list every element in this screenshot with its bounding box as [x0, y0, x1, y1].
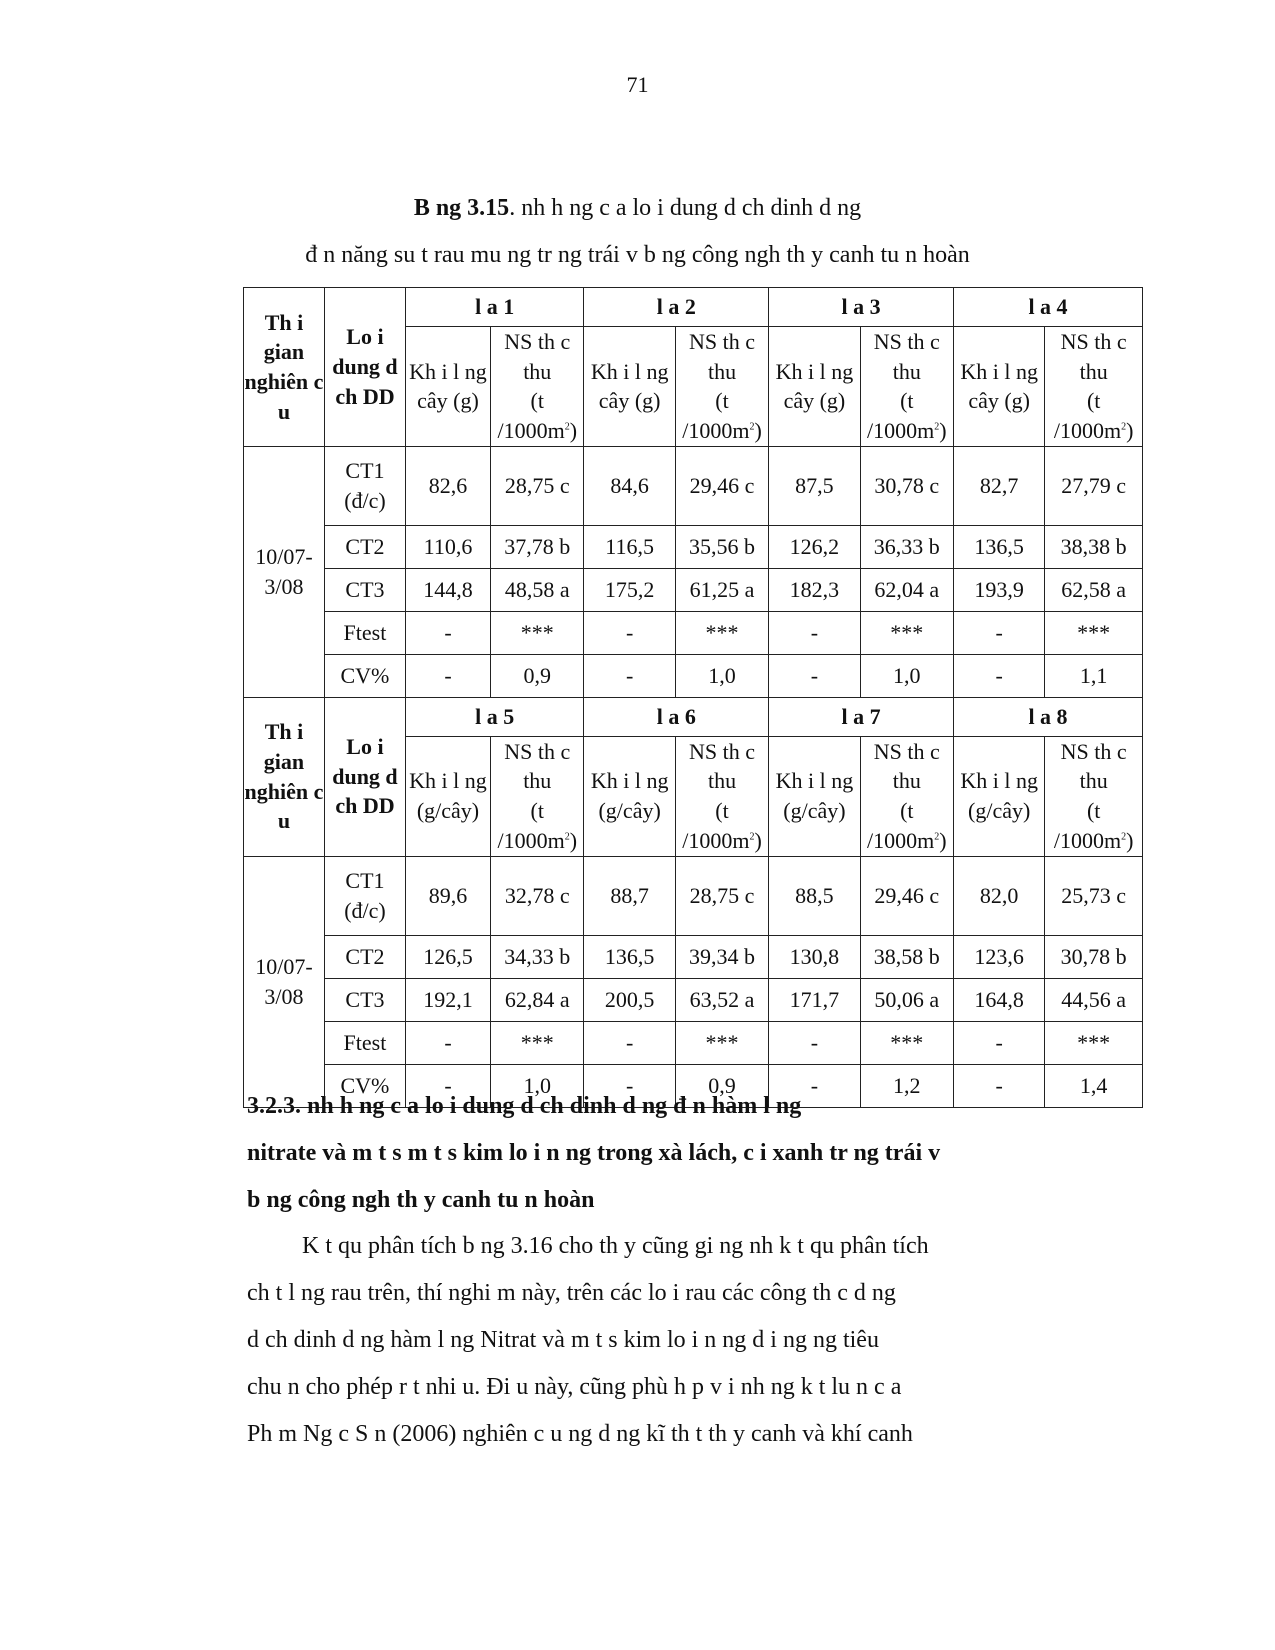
paragraph-line-3: d ch dinh d ng hàm l ng Nitrat và m t s kim lo i n ng d i ng ng tiêu [247, 1327, 879, 1353]
data-cell: 88,7 [584, 856, 675, 935]
subheader-weight: Kh i l ng cây (g) [405, 327, 490, 447]
subheader-weight: Kh i l ng (g/cây) [405, 736, 490, 856]
data-cell: 27,79 c [1045, 446, 1143, 525]
row-label: CV% [324, 654, 405, 697]
data-cell: 39,34 b [675, 935, 768, 978]
subheader-weight: Kh i l ng cây (g) [954, 327, 1045, 447]
subheader-yield: NS th c thu (t $/1000m^2$) [1045, 327, 1143, 447]
group-header: l a 2 [584, 288, 769, 327]
data-cell: 30,78 b [1045, 935, 1143, 978]
data-cell: 32,78 c [491, 856, 584, 935]
data-cell: - [769, 1064, 860, 1107]
data-cell: - [405, 611, 490, 654]
data-cell: 89,6 [405, 856, 490, 935]
subheader-yield: NS th c thu (t $/1000m^2$) [491, 736, 584, 856]
page-number: 71 [626, 72, 649, 97]
data-cell: 29,46 c [860, 856, 953, 935]
table-row [244, 654, 1143, 697]
row-label: CT1 (đ/c) [324, 856, 405, 935]
data-cell: 84,6 [584, 446, 675, 525]
data-cell: *** [1045, 1021, 1143, 1064]
data-cell: 82,7 [954, 446, 1045, 525]
group-header: l a 6 [584, 697, 769, 736]
row-label: CV% [324, 1064, 405, 1107]
subheader-weight: Kh i l ng (g/cây) [584, 736, 675, 856]
data-cell: 82,6 [405, 446, 490, 525]
data-cell: 164,8 [954, 978, 1045, 1021]
data-cell: 110,6 [405, 525, 490, 568]
subheader-yield: NS th c thu (t $/1000m^2$) [860, 736, 953, 856]
subheader-weight: Kh i l ng cây (g) [584, 327, 675, 447]
data-cell: 50,06 a [860, 978, 953, 1021]
row-label: CT3 [324, 978, 405, 1021]
data-cell: - [954, 611, 1045, 654]
data-cell: 0,9 [675, 1064, 768, 1107]
table-row [244, 1021, 1143, 1064]
header-time: Th i gian nghiên c u [244, 288, 325, 447]
table-row [244, 856, 1143, 935]
data-cell: 28,75 c [675, 856, 768, 935]
header-solution-type: Lo i dung d ch DD [324, 697, 405, 856]
data-cell: 28,75 c [491, 446, 584, 525]
data-cell: 175,2 [584, 568, 675, 611]
data-cell: 34,33 b [491, 935, 584, 978]
paragraph-line-2: ch t l ng rau trên, thí nghi m này, trên các lo i rau các công th c d ng [247, 1280, 896, 1306]
data-cell: 1,4 [1045, 1064, 1143, 1107]
data-cell: - [584, 611, 675, 654]
period-cell: 10/07- 3/08 [244, 446, 325, 697]
section-heading-line-2: nitrate và m t s m t s kim lo i n ng trong xà lách, c i xanh tr ng trái v [247, 1140, 941, 1166]
data-cell: 62,58 a [1045, 568, 1143, 611]
group-header: l a 5 [405, 697, 584, 736]
data-cell: - [769, 1021, 860, 1064]
data-cell: *** [1045, 611, 1143, 654]
data-cell: - [954, 1021, 1045, 1064]
data-cell: 193,9 [954, 568, 1045, 611]
data-cell: 1,2 [860, 1064, 953, 1107]
data-cell: 1,0 [860, 654, 953, 697]
period-cell: 10/07- 3/08 [244, 856, 325, 1107]
data-cell: - [954, 1064, 1045, 1107]
data-cell: 88,5 [769, 856, 860, 935]
row-label: Ftest [324, 611, 405, 654]
table-row [244, 978, 1143, 1021]
data-cell: 62,84 a [491, 978, 584, 1021]
data-cell: *** [675, 1021, 768, 1064]
header-time: Th i gian nghiên c u [244, 697, 325, 856]
section-heading-line-1: 3.2.3. nh h ng c a lo i dung d ch dinh d ng đ n hàm l ng [247, 1093, 802, 1119]
data-cell: 1,0 [675, 654, 768, 697]
section-heading-line-3: b ng công ngh th y canh tu n hoàn [247, 1187, 595, 1213]
table-caption-line-2: đ n năng su t rau mu ng tr ng trái v b ng công ngh th y canh tu n hoàn [305, 242, 970, 268]
data-cell: 136,5 [954, 525, 1045, 568]
paragraph-line-1: K t qu phân tích b ng 3.16 cho th y cũng gi ng nh k t qu phân tích [302, 1233, 929, 1259]
data-cell: 48,58 a [491, 568, 584, 611]
paragraph-line-4: chu n cho phép r t nhi u. Đi u này, cũng phù h p v i nh ng k t lu n c a [247, 1374, 902, 1400]
subheader-weight: Kh i l ng (g/cây) [769, 736, 860, 856]
subheader-weight: Kh i l ng (g/cây) [954, 736, 1045, 856]
data-cell: 126,2 [769, 525, 860, 568]
data-cell: 116,5 [584, 525, 675, 568]
row-label: CT3 [324, 568, 405, 611]
data-cell: - [584, 1064, 675, 1107]
data-cell: - [769, 611, 860, 654]
data-cell: 144,8 [405, 568, 490, 611]
table-caption-line-1 [0, 195, 1275, 222]
data-cell: 36,33 b [860, 525, 953, 568]
data-cell: 44,56 a [1045, 978, 1143, 1021]
data-cell: 29,46 c [675, 446, 768, 525]
data-cell: 38,38 b [1045, 525, 1143, 568]
row-label: Ftest [324, 1021, 405, 1064]
data-cell: 62,04 a [860, 568, 953, 611]
row-label: CT1 (đ/c) [324, 446, 405, 525]
header-solution-type: Lo i dung d ch DD [324, 288, 405, 447]
table-row [244, 446, 1143, 525]
row-label: CT2 [324, 525, 405, 568]
data-cell: 200,5 [584, 978, 675, 1021]
table-caption-title: . nh h ng c a lo i dung d ch dinh d ng [509, 195, 862, 221]
data-cell: - [405, 1021, 490, 1064]
data-cell: 1,1 [1045, 654, 1143, 697]
table-caption-label: B ng 3.15 [413, 195, 510, 221]
group-header: l a 3 [769, 288, 954, 327]
subheader-weight: Kh i l ng cây (g) [769, 327, 860, 447]
data-cell: - [954, 654, 1045, 697]
data-cell: - [584, 1021, 675, 1064]
data-cell: - [405, 1064, 490, 1107]
data-cell: *** [491, 1021, 584, 1064]
table-row [244, 935, 1143, 978]
table-row [244, 568, 1143, 611]
data-cell: 171,7 [769, 978, 860, 1021]
table-row [244, 525, 1143, 568]
data-cell: 87,5 [769, 446, 860, 525]
data-cell: 136,5 [584, 935, 675, 978]
data-cell: 63,52 a [675, 978, 768, 1021]
subheader-yield: NS th c thu (t $/1000m^2$) [1045, 736, 1143, 856]
data-cell: *** [860, 1021, 953, 1064]
data-cell: 35,56 b [675, 525, 768, 568]
paragraph-line-5: Ph m Ng c S n (2006) nghiên c u ng d ng kĩ th t th y canh và khí canh [247, 1421, 913, 1447]
subheader-yield: NS th c thu (t $/1000m^2$) [860, 327, 953, 447]
data-cell: - [405, 654, 490, 697]
data-cell: 37,78 b [491, 525, 584, 568]
data-cell: *** [675, 611, 768, 654]
table-row [244, 611, 1143, 654]
yield-table [243, 287, 1143, 1108]
data-cell: 123,6 [954, 935, 1045, 978]
data-cell: 30,78 c [860, 446, 953, 525]
data-cell: 82,0 [954, 856, 1045, 935]
data-cell: 38,58 b [860, 935, 953, 978]
data-cell: 182,3 [769, 568, 860, 611]
subheader-yield: NS th c thu (t $/1000m^2$) [491, 327, 584, 447]
group-header: l a 7 [769, 697, 954, 736]
group-header: l a 1 [405, 288, 584, 327]
data-cell: 0,9 [491, 654, 584, 697]
group-header: l a 8 [954, 697, 1143, 736]
data-cell: 25,73 c [1045, 856, 1143, 935]
data-cell: - [769, 654, 860, 697]
group-header: l a 4 [954, 288, 1143, 327]
data-cell: 1,0 [491, 1064, 584, 1107]
data-cell: *** [491, 611, 584, 654]
data-cell: 130,8 [769, 935, 860, 978]
data-cell: - [584, 654, 675, 697]
data-cell: 192,1 [405, 978, 490, 1021]
data-cell: 126,5 [405, 935, 490, 978]
subheader-yield: NS th c thu (t $/1000m^2$) [675, 736, 768, 856]
data-cell: 61,25 a [675, 568, 768, 611]
subheader-yield: NS th c thu (t $/1000m^2$) [675, 327, 768, 447]
data-cell: *** [860, 611, 953, 654]
row-label: CT2 [324, 935, 405, 978]
